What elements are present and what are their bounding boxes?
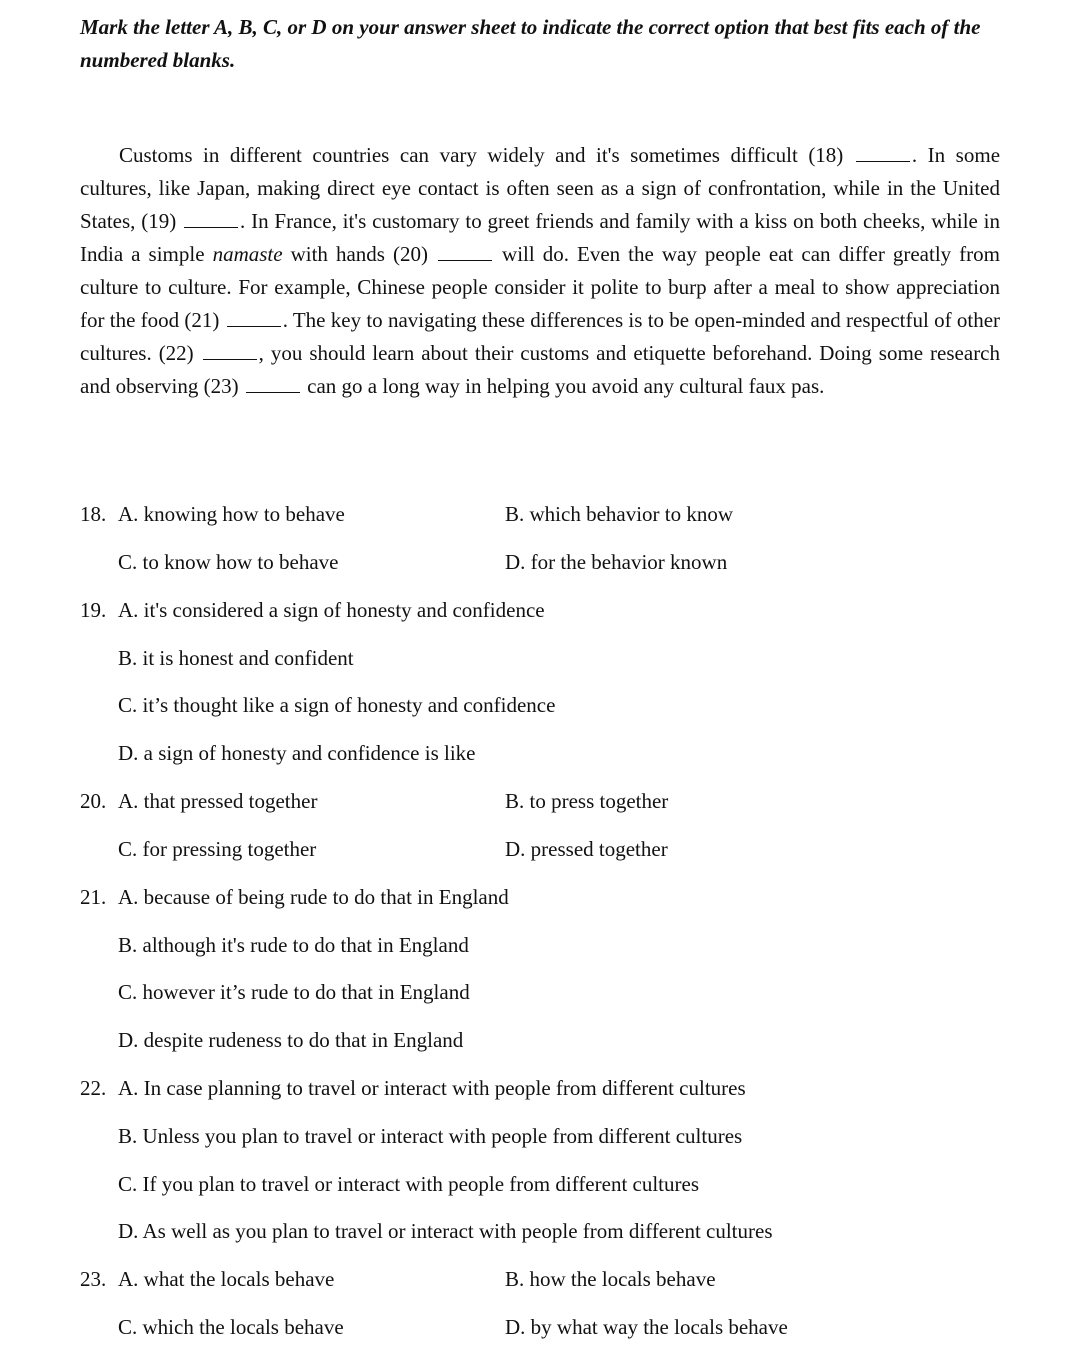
question-21-row-4 bbox=[0, 1025, 1080, 1055]
passage-text: Customs in different countries can vary widely and it's sometimes difficult (18) bbox=[119, 143, 844, 167]
question-22-row-2 bbox=[0, 1121, 1080, 1151]
passage-italic-word: namaste bbox=[212, 242, 283, 266]
passage-text: . The key to navigating these differences is to be open-minded and respectful of other cultures. (22) bbox=[80, 308, 1001, 365]
option-22b[interactable]: B. Unless you plan to travel or interact with people from different cultures bbox=[118, 1124, 743, 1148]
option-21b[interactable]: B. although it's rude to do that in England bbox=[118, 933, 469, 957]
option-19b[interactable]: B. it is honest and confident bbox=[118, 646, 354, 670]
question-number: 20. bbox=[80, 789, 107, 813]
question-19-row-4 bbox=[0, 738, 1080, 768]
option-21d[interactable]: D. despite rudeness to do that in England bbox=[118, 1028, 464, 1052]
option-18a[interactable]: A. knowing how to behave bbox=[118, 502, 345, 526]
option-18c[interactable]: C. to know how to behave bbox=[118, 550, 339, 574]
option-18d[interactable]: D. for the behavior known bbox=[505, 550, 728, 574]
option-23b[interactable]: B. how the locals behave bbox=[505, 1267, 716, 1291]
question-23-row-1 bbox=[0, 1264, 1080, 1294]
blank-23 bbox=[246, 376, 300, 393]
question-22-row-4 bbox=[0, 1216, 1080, 1246]
passage-text: . In France, it's customary to greet friends and family with a kiss on both cheeks, while in India a simple bbox=[80, 209, 1000, 266]
option-20b[interactable]: B. to press together bbox=[505, 789, 669, 813]
option-23a[interactable]: A. what the locals behave bbox=[118, 1267, 335, 1291]
option-19d[interactable]: D. a sign of honesty and confidence is like bbox=[118, 741, 476, 765]
instruction-text: Mark the letter A, B, C, or D on your answer sheet to indicate the correct option that best fits each of the numbered blanks. bbox=[80, 15, 981, 72]
question-20-row-2 bbox=[0, 834, 1080, 864]
reading-passage bbox=[80, 139, 1000, 403]
question-22-row-3 bbox=[0, 1169, 1080, 1199]
passage-text: . In some cultures, like Japan, making direct eye contact is often seen as a sign of confrontation, while in the United States, (19) bbox=[80, 143, 1001, 233]
blank-21 bbox=[227, 310, 281, 327]
option-19a[interactable]: A. it's considered a sign of honesty and confidence bbox=[118, 598, 545, 622]
blank-20 bbox=[438, 244, 492, 261]
option-20a[interactable]: A. that pressed together bbox=[118, 789, 318, 813]
question-20-row-1 bbox=[0, 786, 1080, 816]
passage-text: will do. Even the way people eat can differ greatly from culture to culture. For example, Chinese people consider it polite to burp after a meal to show appreciation for the food (21) bbox=[80, 242, 1001, 332]
option-20d[interactable]: D. pressed together bbox=[505, 837, 668, 861]
question-number: 21. bbox=[80, 885, 107, 909]
option-22c[interactable]: C. If you plan to travel or interact with people from different cultures bbox=[118, 1172, 700, 1196]
question-21-row-2 bbox=[0, 930, 1080, 960]
question-19-row-3 bbox=[0, 690, 1080, 720]
blank-22 bbox=[203, 343, 257, 360]
passage-text: , you should learn about their customs and etiquette beforehand. Doing some research and observing (23) bbox=[80, 341, 1001, 398]
question-23-row-2 bbox=[0, 1312, 1080, 1342]
question-21-row-1 bbox=[0, 882, 1080, 912]
option-18b[interactable]: B. which behavior to know bbox=[505, 502, 734, 526]
option-19c[interactable]: C. it’s thought like a sign of honesty and confidence bbox=[118, 693, 556, 717]
blank-19 bbox=[184, 211, 238, 228]
option-21c[interactable]: C. however it’s rude to do that in England bbox=[118, 980, 470, 1004]
question-number: 22. bbox=[80, 1076, 107, 1100]
option-23d[interactable]: D. by what way the locals behave bbox=[505, 1315, 788, 1339]
question-19-row-1 bbox=[0, 595, 1080, 625]
option-20c[interactable]: C. for pressing together bbox=[118, 837, 317, 861]
question-number: 19. bbox=[80, 598, 107, 622]
question-22-row-1 bbox=[0, 1073, 1080, 1103]
option-22d[interactable]: D. As well as you plan to travel or interact with people from different cultures bbox=[118, 1219, 773, 1243]
question-number: 23. bbox=[80, 1267, 107, 1291]
question-18-row-2 bbox=[0, 547, 1080, 577]
passage-text: can go a long way in helping you avoid any cultural faux pas. bbox=[307, 374, 825, 398]
option-23c[interactable]: C. which the locals behave bbox=[118, 1315, 344, 1339]
option-21a[interactable]: A. because of being rude to do that in England bbox=[118, 885, 509, 909]
question-19-row-2 bbox=[0, 643, 1080, 673]
question-21-row-3 bbox=[0, 977, 1080, 1007]
passage-text: with hands (20) bbox=[282, 242, 428, 266]
question-18-row-1 bbox=[0, 499, 1080, 529]
option-22a[interactable]: A. In case planning to travel or interact with people from different cultures bbox=[118, 1076, 746, 1100]
blank-18 bbox=[856, 145, 910, 162]
question-number: 18. bbox=[80, 502, 107, 526]
